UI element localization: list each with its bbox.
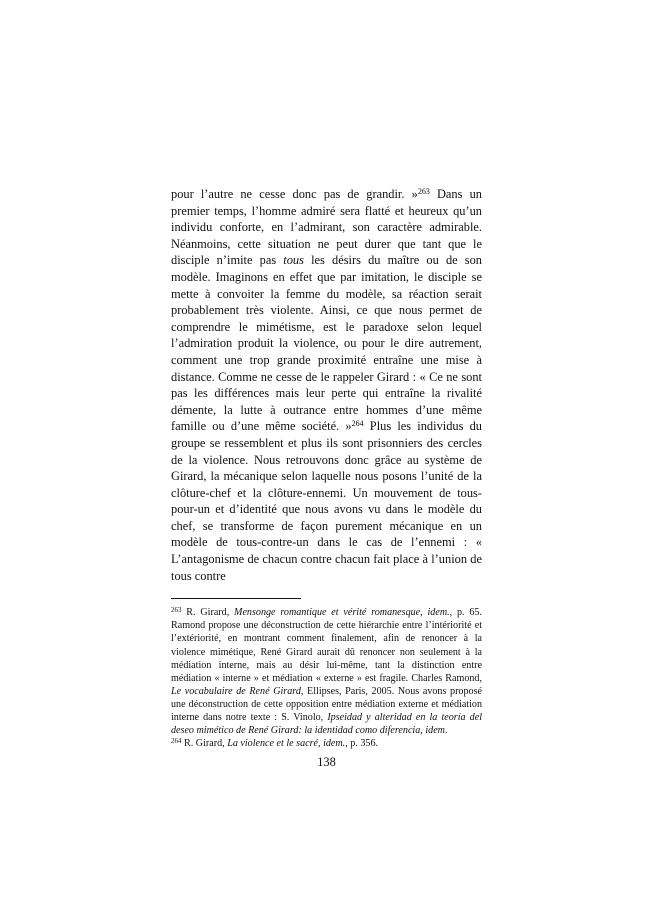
fn-text: , [420, 725, 426, 737]
fn-title: idem. [427, 607, 450, 619]
footnote-separator [171, 598, 301, 599]
footnote-ref-264: 264 [351, 419, 364, 429]
text-run: Dans un premier temps, l’homme admiré sera flatté et heureux qu’un individu conforte, en l’admirant, son caractère admirable. Néanmoins, cette situation ne peut durer que tant que le disciple n’imite pas [171, 187, 482, 268]
text-run: les désirs du maître ou de son modèle. Imaginons en effet que par imitation, le disciple se mette à convoiter la femme du modèle, sa réaction serait probablement très violente. Ainsi, ce que nous permet de comprendre le mimétisme, est le paradoxe selon lequel l’admiration produit la violence, ou pour le dire autrement, comment une trop grande proximité entraîne une mise à distance. Comme ne cesse de le rappeler Girard : « Ce ne sont pas les différences mais leur perte qui entraîne la rivalité démente, la lutte à outrance entre hommes d’une même famille ou d’une même société. » [171, 253, 482, 434]
footnote-263 [171, 606, 482, 737]
fn-text: R. Girard, [181, 607, 235, 619]
fn-title: Ipseidad y alteridad en la teoría del deseo mimético de René Girard: la identidad como diferencia [171, 712, 482, 737]
fn-text: . [444, 725, 448, 737]
footnote-264 [171, 737, 482, 750]
fn-title: idem. [323, 738, 346, 750]
page-number: 138 [317, 755, 336, 770]
fn-title: La violence et le sacré [227, 738, 319, 750]
fn-text: , Ellipses, Paris, 2005. Nous avons proposé une déconstruction de cette opposition entre médiation externe et médiation interne dans notre texte : S. Vinolo, [171, 685, 482, 723]
footnote-number: 263 [171, 606, 182, 615]
main-paragraph [171, 186, 482, 584]
fn-title: Le vocabulaire de René Girard [171, 685, 301, 697]
fn-text: , p. 356. [345, 738, 379, 750]
page-content [171, 186, 482, 770]
text-run-italic: tous [283, 253, 304, 268]
fn-text: , [318, 738, 324, 750]
fn-title: idem [425, 725, 445, 737]
footnote-number: 264 [171, 737, 182, 746]
fn-text: , p. 65. Ramond propose une déconstruction de cette hiérarchie entre l’intériorité et l’extériorité, en montrant comment finalement, afin de renoncer à la violence mimétique, René Girard aurait dû renoncer non seulement à la médiation interne, mais au désir lui-même, tant la distinction entre médiation « interne » et médiation « externe » est fragile. Charles Ramond, [171, 607, 482, 684]
fn-title: Mensonge romantique et vérité romanesque [234, 607, 421, 619]
footnote-ref-263: 263 [417, 187, 430, 196]
fn-text: , [420, 607, 428, 619]
text-run: Plus les individus du groupe se ressemblent et plus ils sont prisonniers des cercles de la violence. Nous retrouvons donc grâce au système de Girard, la mécanique selon laquelle nous posons l’unité de la clôture-chef et la clôture-ennemi. Un mouvement de tous-pour-un et d’identité que nous avons vu dans le modèle du chef, se transforme de façon purement mécanique en un modèle de tous-contre-un dans le cas de l’ennemi : « L’antagonisme de chacun contre chacun fait place à l’union de tous contre [171, 419, 482, 583]
text-run: pour l’autre ne cesse donc pas de grandir. » [171, 187, 418, 201]
fn-text: R. Girard, [181, 738, 228, 750]
